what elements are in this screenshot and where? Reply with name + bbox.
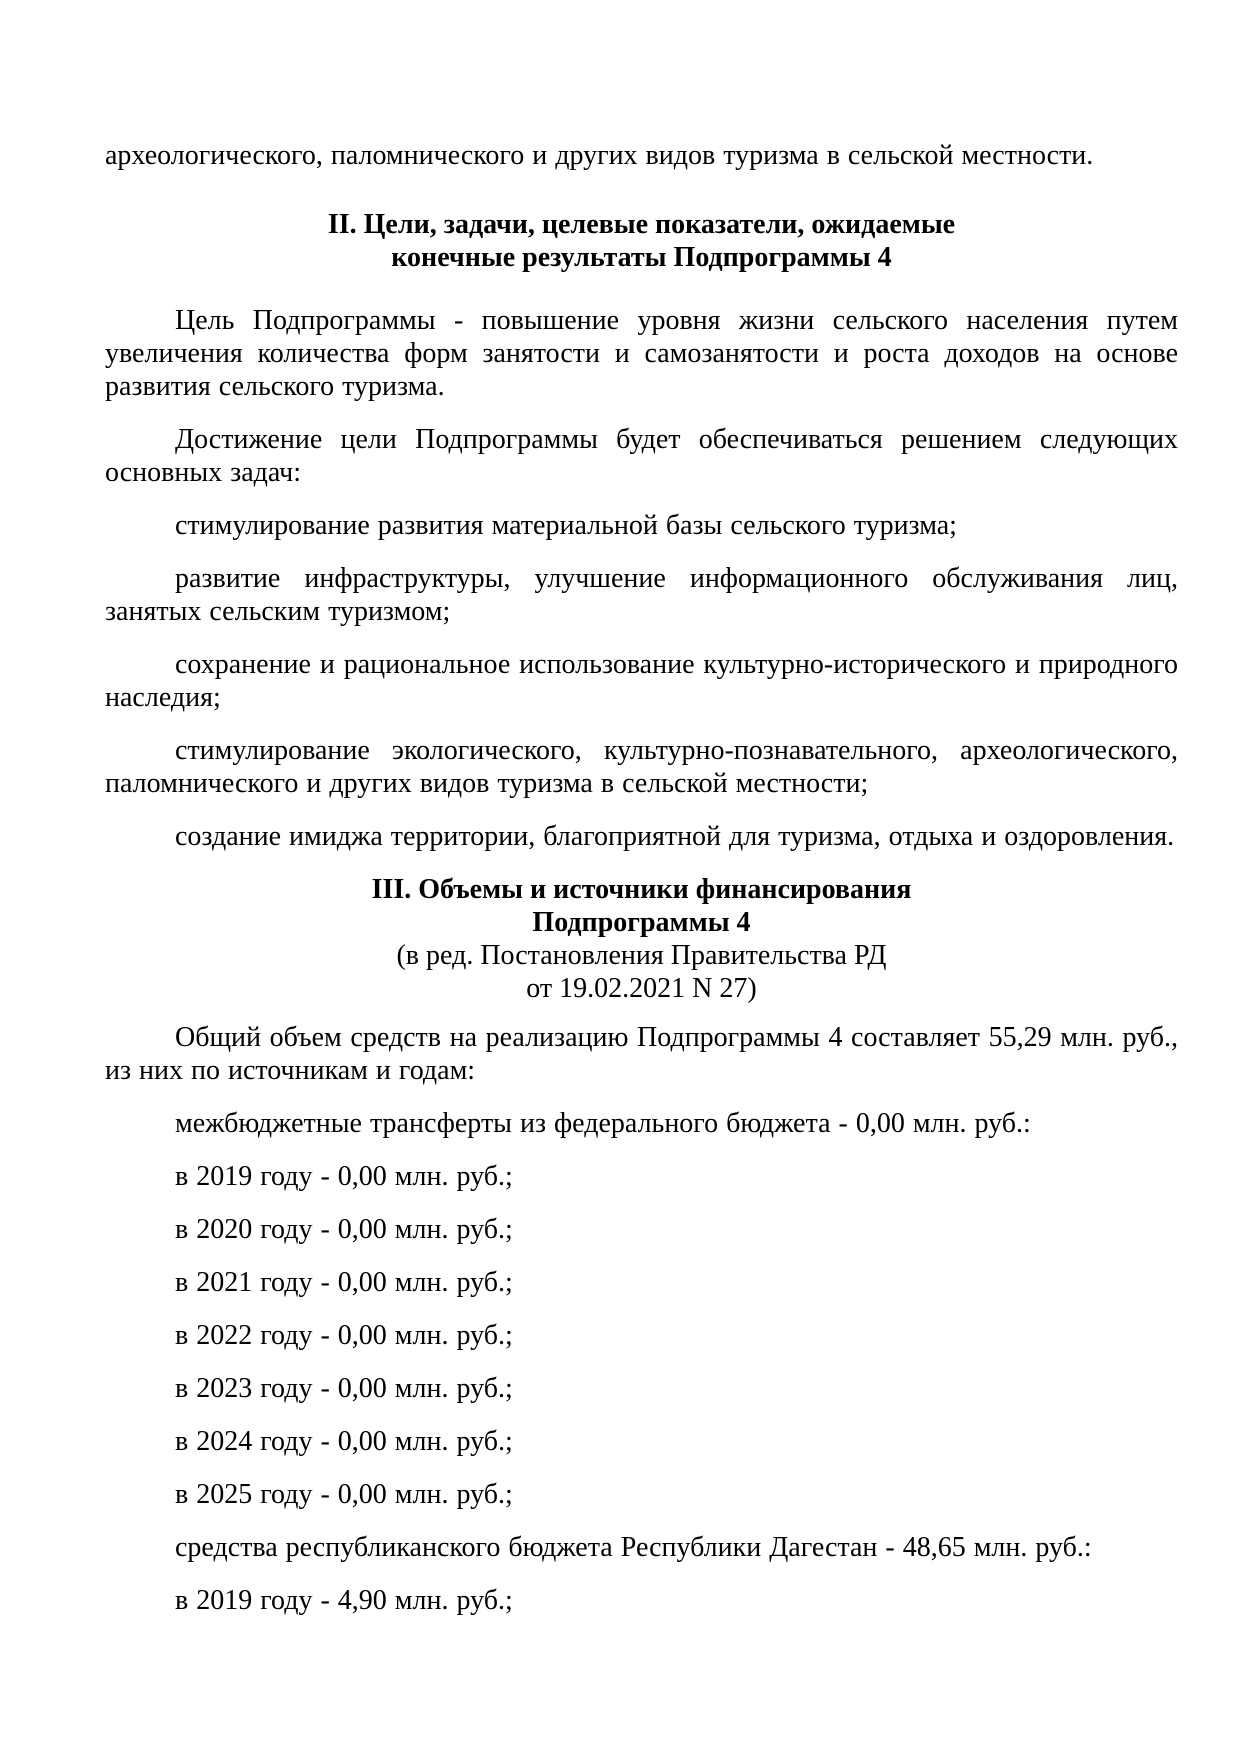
paragraph: развитие инфраструктуры, улучшение информационного обслуживания лиц, занятых сельским туризмом; — [105, 563, 1178, 627]
paragraph: Общий объем средств на реализацию Подпрограммы 4 составляет 55,29 млн. руб., из них по источникам и годам: — [105, 1022, 1178, 1086]
section-2-body — [105, 304, 1178, 853]
section-2-heading — [105, 208, 1178, 274]
section-3-heading-line-2: Подпрограммы 4 — [532, 907, 751, 938]
list-item-year-amount: в 2019 году - 0,00 млн. руб.; — [175, 1161, 513, 1192]
list-item-year-amount: в 2020 году - 0,00 млн. руб.; — [175, 1214, 513, 1245]
list-item-year-amount: в 2022 году - 0,00 млн. руб.; — [175, 1320, 513, 1351]
list-item-year-amount: в 2019 году - 4,90 млн. руб.; — [175, 1585, 513, 1616]
continuation-paragraph: археологического, паломнического и других видов туризма в сельской местности. — [105, 140, 1094, 171]
paragraph: средства республиканского бюджета Республики Дагестан - 48,65 млн. руб.: — [175, 1532, 1092, 1563]
section-2-heading-line-1: II. Цели, задачи, целевые показатели, ожидаемые — [327, 209, 956, 240]
section-3-heading-line-1: III. Объемы и источники финансирования — [371, 874, 912, 905]
list-item-year-amount: в 2024 году - 0,00 млн. руб.; — [175, 1426, 513, 1457]
paragraph: Цель Подпрограммы - повышение уровня жизни сельского населения путем увеличения количества форм занятости и самозанятости и роста доходов на основе развития сельского туризма. — [105, 305, 1178, 402]
section-3-heading — [105, 873, 1178, 1005]
section-3-body — [105, 1021, 1178, 1617]
paragraph: стимулирование развития материальной базы сельского туризма; — [175, 510, 957, 541]
paragraph: стимулирование экологического, культурно-познавательного, археологического, паломнического и других видов туризма в сельской местности; — [105, 735, 1178, 799]
list-item-year-amount: в 2023 году - 0,00 млн. руб.; — [175, 1373, 513, 1404]
paragraph: сохранение и рациональное использование культурно-исторического и природного наследия; — [105, 649, 1178, 713]
paragraph: создание имиджа территории, благоприятной для туризма, отдыха и оздоровления. — [175, 821, 1175, 852]
section-2-heading-line-2: конечные результаты Подпрограммы 4 — [391, 242, 892, 273]
paragraph: Достижение цели Подпрограммы будет обеспечиваться решением следующих основных задач: — [105, 424, 1178, 488]
paragraph: межбюджетные трансферты из федерального бюджета - 0,00 млн. руб.: — [175, 1108, 1031, 1139]
amendment-note-line-1: (в ред. Постановления Правительства РД — [396, 940, 887, 971]
list-item-year-amount: в 2021 году - 0,00 млн. руб.; — [175, 1267, 513, 1298]
list-item-year-amount: в 2025 году - 0,00 млн. руб.; — [175, 1479, 513, 1510]
amendment-note-line-2: от 19.02.2021 N 27) — [526, 973, 757, 1004]
